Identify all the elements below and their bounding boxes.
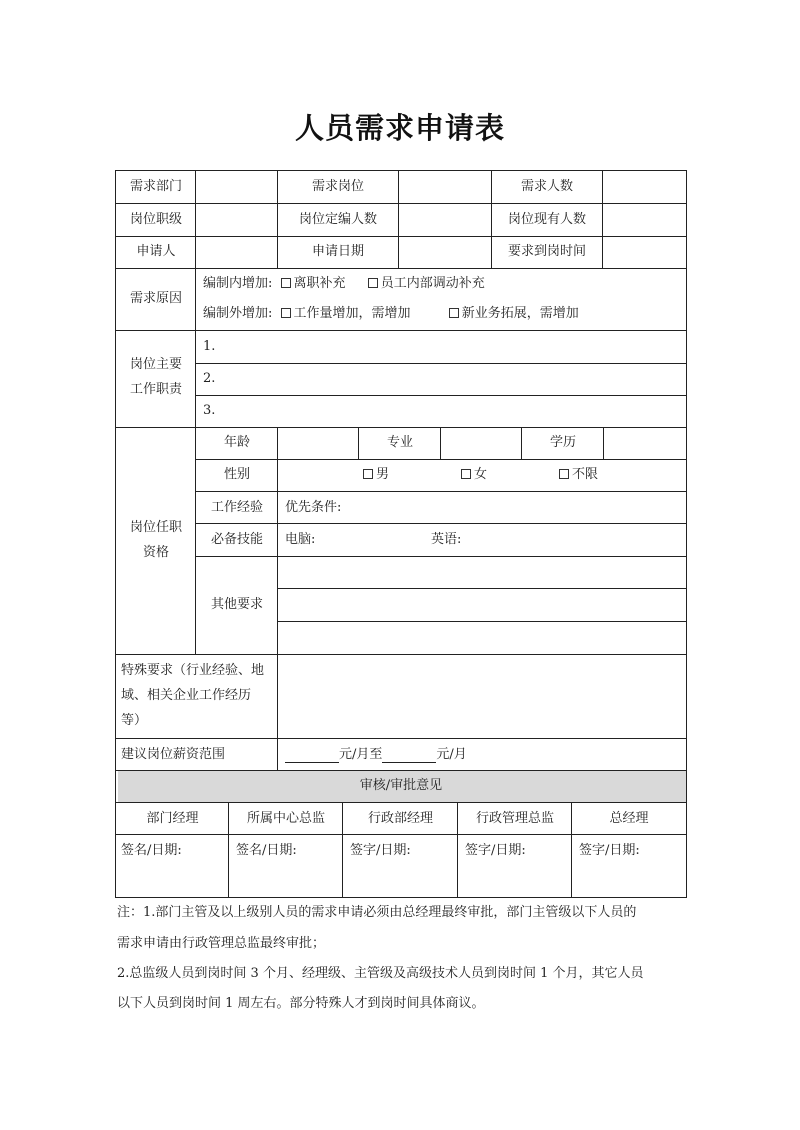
salary-range[interactable] [285, 747, 467, 763]
age-label: 年龄 [223, 435, 250, 450]
sign-general-manager[interactable]: 签字/日期: [579, 843, 640, 858]
gender-female-option [461, 467, 487, 483]
male-checkbox[interactable] [363, 469, 373, 479]
page-title: 人员需求申请表 [294, 111, 505, 145]
any-gender-text: 不限 [572, 467, 599, 482]
salary-max-blank[interactable] [382, 749, 436, 763]
note-line-2: 需求申请由行政管理总监最终审批； [117, 936, 326, 951]
sign-center-director[interactable]: 签名/日期: [236, 843, 297, 858]
post-label: 需求岗位 [311, 179, 364, 194]
current-count-label: 岗位现有人数 [507, 212, 586, 227]
duty-item-2[interactable]: 2. [203, 371, 216, 386]
major-label: 专业 [386, 435, 413, 450]
apply-date-label: 申请日期 [311, 244, 364, 259]
reason-inner-row [203, 276, 485, 292]
duty-item-1[interactable]: 1. [203, 339, 216, 354]
sign-dept-manager[interactable]: 签名/日期: [121, 843, 182, 858]
dept-label: 需求部门 [129, 179, 182, 194]
approval-header: 审核/审批意见 [359, 778, 443, 793]
reason-label: 需求原因 [129, 291, 182, 306]
gender-label: 性别 [223, 467, 250, 482]
quota-label: 岗位定编人数 [298, 212, 377, 227]
count-label: 需求人数 [520, 179, 573, 194]
note-line-1: 注：1.部门主管及以上级别人员的需求申请必须由总经理最终审批，部门主管级以下人员的 [117, 905, 637, 920]
resign-option: 离职补充 [293, 276, 346, 291]
reason-outer-row [203, 306, 579, 322]
duties-label-line2: 工作职责 [129, 382, 182, 397]
qualifications-label-line2: 资格 [142, 545, 169, 560]
other-requirements-label: 其他要求 [210, 597, 263, 612]
salary-unit: 元/月 [436, 747, 467, 762]
female-checkbox[interactable] [461, 469, 471, 479]
approval-col-general-manager: 总经理 [609, 811, 649, 826]
note-line-4: 以下人员到岗时间 1 周左右。部分特殊人才到岗时间具体商议。 [117, 996, 485, 1011]
newbiz-checkbox[interactable] [449, 308, 459, 318]
duty-item-3[interactable]: 3. [203, 403, 216, 418]
newbiz-option: 新业务拓展，需增加 [461, 306, 579, 321]
sign-admin-manager[interactable]: 签字/日期: [350, 843, 411, 858]
gender-male-option [363, 467, 389, 483]
approval-col-dept-manager: 部门经理 [146, 811, 199, 826]
applicant-label: 申请人 [136, 244, 176, 259]
level-label: 岗位职级 [129, 212, 182, 227]
resign-checkbox[interactable] [281, 278, 291, 288]
approval-col-center-director: 所属中心总监 [246, 811, 325, 826]
qualifications-label-line1: 岗位任职 [129, 520, 182, 535]
salary-min-blank[interactable] [285, 749, 339, 763]
note-line-3: 2.总监级人员到岗时间 3 个月、经理级、主管级及高级技术人员到岗时间 1 个月，其它人员 [117, 966, 644, 981]
approval-col-admin-director: 行政管理总监 [475, 811, 554, 826]
female-text: 女 [474, 467, 488, 482]
salary-label: 建议岗位薪资范围 [121, 747, 226, 762]
workload-checkbox[interactable] [281, 308, 291, 318]
skills-label: 必备技能 [210, 532, 263, 547]
experience-priority[interactable]: 优先条件: [285, 500, 342, 515]
gender-any-option [559, 467, 598, 483]
english-skill[interactable]: 英语: [431, 532, 462, 547]
approval-col-admin-manager: 行政部经理 [367, 811, 433, 826]
outer-increase-label: 编制外增加: [203, 306, 273, 321]
special-requirements-line1: 特殊要求（行业经验、地 [121, 663, 265, 678]
any-gender-checkbox[interactable] [559, 469, 569, 479]
sign-admin-director[interactable]: 签字/日期: [465, 843, 526, 858]
special-requirements-line3: 等） [121, 713, 148, 728]
duties-label-line1: 岗位主要 [129, 357, 182, 372]
experience-label: 工作经验 [210, 500, 263, 515]
education-label: 学历 [549, 435, 576, 450]
special-requirements-line2: 域、相关企业工作经历 [121, 688, 252, 703]
workload-option: 工作量增加，需增加 [293, 306, 411, 321]
computer-skill[interactable]: 电脑: [285, 532, 316, 547]
transfer-option: 员工内部调动补充 [380, 276, 485, 291]
salary-unit-to: 元/月至 [339, 747, 383, 762]
inner-increase-label: 编制内增加: [203, 276, 273, 291]
arrival-time-label: 要求到岗时间 [507, 244, 586, 259]
male-text: 男 [376, 467, 390, 482]
transfer-checkbox[interactable] [368, 278, 378, 288]
